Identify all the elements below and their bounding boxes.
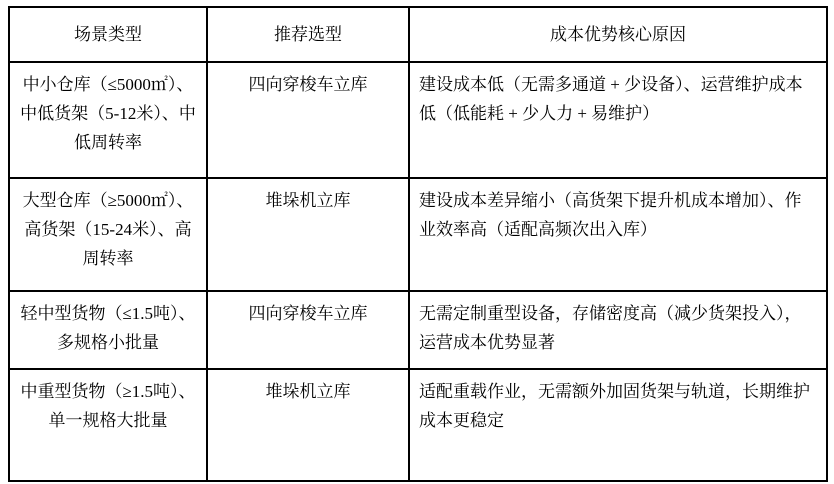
- table-row: [9, 178, 827, 291]
- cell-recommendation: 四向穿梭车立库: [207, 62, 409, 178]
- header-cell-cost-advantage-reason: 成本优势核心原因: [409, 7, 827, 62]
- cell-scenario: 中小仓库（≤5000㎡）、中低货架（5-12米）、中低周转率: [9, 62, 207, 178]
- cell-scenario: 中重型货物（≥1.5吨）、单一规格大批量: [9, 369, 207, 481]
- table-row: [9, 291, 827, 369]
- cell-reason: 适配重载作业，无需额外加固货架与轨道，长期维护成本更稳定: [409, 369, 827, 481]
- header-cell-scenario-type: 场景类型: [9, 7, 207, 62]
- table-row: [9, 369, 827, 481]
- cell-reason: 建设成本低（无需多通道 + 少设备）、运营维护成本低（低能耗 + 少人力 + 易维护）: [409, 62, 827, 178]
- cell-reason: 无需定制重型设备，存储密度高（减少货架投入），运营成本优势显著: [409, 291, 827, 369]
- cell-recommendation: 堆垛机立库: [207, 369, 409, 481]
- table-row: [9, 62, 827, 178]
- cell-recommendation: 堆垛机立库: [207, 178, 409, 291]
- table-header-row: [9, 7, 827, 62]
- header-cell-recommended-selection: 推荐选型: [207, 7, 409, 62]
- cell-reason: 建设成本差异缩小（高货架下提升机成本增加）、作业效率高（适配高频次出入库）: [409, 178, 827, 291]
- scenario-selection-table: [8, 6, 828, 482]
- cell-scenario: 大型仓库（≥5000㎡）、高货架（15-24米）、高周转率: [9, 178, 207, 291]
- cell-scenario: 轻中型货物（≤1.5吨）、多规格小批量: [9, 291, 207, 369]
- cell-recommendation: 四向穿梭车立库: [207, 291, 409, 369]
- comparison-table-container: [8, 6, 828, 482]
